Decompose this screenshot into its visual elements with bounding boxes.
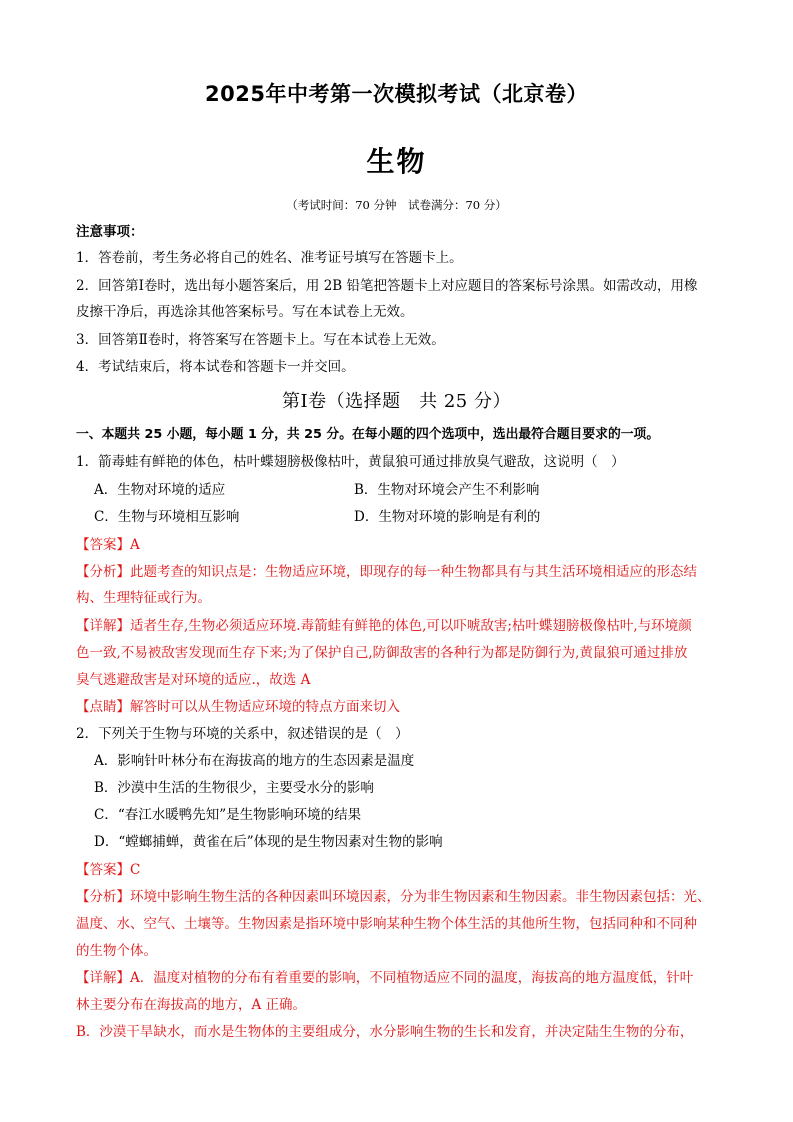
notes-heading: 注意事项： bbox=[76, 224, 144, 240]
question-2-option-c: C．“春江水暖鸭先知”是生物影响环境的结果 bbox=[94, 807, 362, 823]
question-2-analysis-line-3: 的生物个体。 bbox=[76, 943, 157, 959]
question-2-detail-line-3: B．沙漠干旱缺水，而水是生物体的主要组成分，水分影响生物的生长和发育，并决定陆生生物的分布， bbox=[76, 1024, 694, 1040]
question-1-option-a: A．生物对环境的适应 bbox=[94, 482, 226, 498]
section-title: 第Ⅰ卷（选择题 共 25 分） bbox=[282, 391, 511, 412]
notes-item-3: 3．回答第Ⅱ卷时，将答案写在答题卡上。写在本试卷上无效。 bbox=[76, 332, 445, 348]
question-1-detail-line-3: 臭气逃避敌害是对环境的适应.，故选 A bbox=[76, 672, 311, 688]
question-2-detail-line-2: 林主要分布在海拔高的地方，A 正确。 bbox=[76, 997, 307, 1013]
question-1-detail-line-1: 【详解】适者生存,生物必须适应环境.毒箭蛙有鲜艳的体色,可以吓唬敌害;枯叶蝶翅膀极像枯叶,与环境颜 bbox=[76, 618, 692, 634]
question-2-analysis-line-1: 【分析】环境中影响生物生活的各种因素叫环境因素，分为非生物因素和生物因素。非生物因素包括：光、 bbox=[76, 889, 711, 905]
section-instruction: 一、本题共 25 小题，每小题 1 分，共 25 分。在每小题的四个选项中，选出最符合题目要求的一项。 bbox=[76, 427, 660, 442]
notes-item-2-line-2: 皮擦干净后，再选涂其他答案标号。写在本试卷上无效。 bbox=[76, 304, 414, 320]
question-2-stem: 2．下列关于生物与环境的关系中，叙述错误的是（ ） bbox=[76, 726, 409, 742]
notes-item-2-line-1: 2．回答第Ⅰ卷时，选出每小题答案后，用 2B 铅笔把答题卡上对应题目的答案标号涂黑。如需改动，用橡 bbox=[76, 278, 698, 294]
question-2-answer: 【答案】C bbox=[76, 862, 141, 878]
question-2-option-a: A．影响针叶林分布在海拔高的地方的生态因素是温度 bbox=[94, 753, 415, 769]
question-2-detail-line-1: 【详解】A．温度对植物的分布有着重要的影响，不同植物适应不同的温度，海拔高的地方温度低，针叶 bbox=[76, 970, 694, 986]
question-1-answer: 【答案】A bbox=[76, 537, 140, 553]
question-1-stem: 1．箭毒蛙有鲜艳的体色，枯叶蝶翅膀极像枯叶，黄鼠狼可通过排放臭气避敌，这说明（ ） bbox=[76, 454, 625, 470]
subject-title: 生物 bbox=[366, 145, 427, 178]
question-1-option-b: B．生物对环境会产生不利影响 bbox=[354, 482, 540, 498]
question-2-option-d: D．“螳螂捕蝉，黄雀在后”体现的是生物因素对生物的影响 bbox=[94, 834, 443, 850]
question-1-option-d: D．生物对环境的影响是有利的 bbox=[354, 509, 541, 525]
question-1-tip: 【点睛】解答时可以从生物适应环境的特点方面来切入 bbox=[76, 699, 400, 715]
question-1-option-c: C．生物与环境相互影响 bbox=[94, 509, 240, 525]
notes-item-4: 4．考试结束后，将本试卷和答题卡一并交回。 bbox=[76, 359, 355, 375]
question-2-option-b: B．沙漠中生活的生物很少，主要受水分的影响 bbox=[94, 780, 374, 796]
question-1-analysis-line-2: 构、生理特征或行为。 bbox=[76, 590, 211, 606]
notes-item-1: 1．答卷前，考生务必将自己的姓名、准考证号填写在答题卡上。 bbox=[76, 250, 463, 266]
question-1-analysis-line-1: 【分析】此题考查的知识点是：生物适应环境，即现存的每一种生物都具有与其生活环境相适应的形态结 bbox=[76, 564, 697, 580]
question-1-detail-line-2: 色一致,不易被敌害发现而生存下来;为了保护自己,防御敌害的各种行为都是防御行为,黄鼠狼可通过排放 bbox=[76, 645, 688, 661]
exam-title: 2025年中考第一次模拟考试（北京卷） bbox=[205, 82, 588, 106]
exam-info: （考试时间：70 分钟 试卷满分：70 分） bbox=[286, 198, 507, 212]
question-2-analysis-line-2: 温度、水、空气、土壤等。生物因素是指环境中影响某种生物个体生活的其他所生物，包括同种和不同种 bbox=[76, 916, 697, 932]
